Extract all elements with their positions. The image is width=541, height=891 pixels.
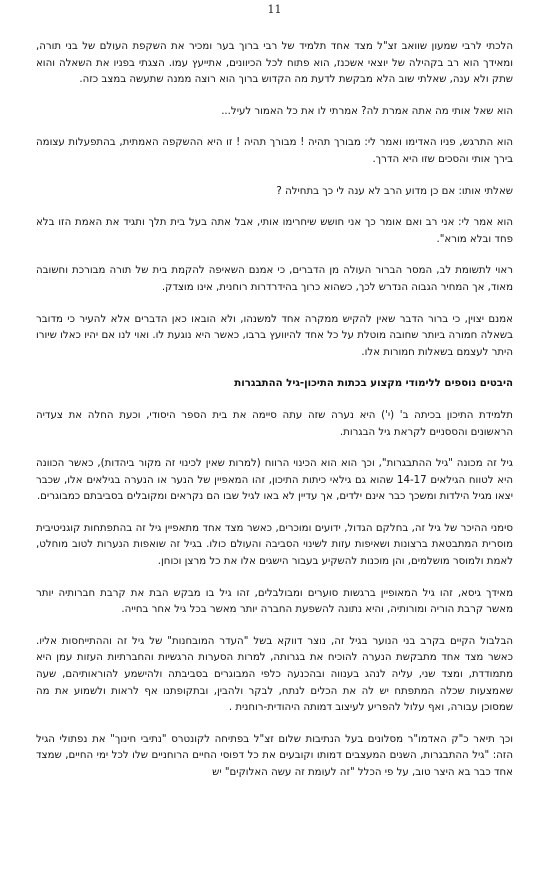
paragraph: הוא התרגש, פניו האדימו ואמר לי: מבורך תהיה ! מבורך תהיה ! זו היא ההשקפה האמתית, בהתפעלות עצומה בירך אותי והסכים שזו היא הדרך.: [36, 137, 513, 165]
paragraph: מאידך גיסא, זהו גיל המאופיין ברגשות סוערים ומבולבלים, זהו גיל בו מבקש הבת את קרבת חברותיה יותר מאשר קרבת הוריה ומורותיה, והיא נתונה להשפעת החברה יותר מאשר בכל גיל אחר בחייה.: [36, 587, 513, 616]
paragraph: וכך תיאר כ"ק האדמו"ר מסלונים בעל הנתיבות שלום זצ"ל בפתיחה לקונטרס "נתיבי חינוך" את נפתולי הגיל הזה: "גיל ההתבגרות, השנים המעצבים דמותו וקובעים את כל דפוסי החיים הרוחניים שלו לכל ימי החיים, שמצד אחד כבר בא היצר טוב, על פי הכלל "זה לעומת זה עשה האלוקים" יש: [36, 733, 513, 778]
paragraph: תלמידת התיכון בכיתה ב' (י') היא נערה שזה עתה סיימה את בית הספר היסודי, וכעת החלה את צעדיה הראשונים והססניים לקראת גיל הבגרות.: [36, 409, 513, 438]
document-page: [36, 0, 513, 891]
section-heading: היבטים נוספים ללימודי מקצוע בכתות התיכון-גיל ההתבגרות: [234, 378, 513, 390]
paragraph: גיל זה מכונה "גיל ההתבגרות", וכך הוא הוא הכינוי הרווח (למרות שאין לכינוי זה מקור ביהדות), כאשר הכוונה היא לטווח הגילאים 14-17 שהוא גם גילאי כיתות התיכון, זהו המאפיין של הנער או הנערה בגילאים אלו, שכבר יצאו מגיל הילדות ומשכך כבר אינם ילדים, אך עדיין לא באו לגיל שבו הם נקראים ומקובלים בסביבתם כמבוגרים.: [36, 458, 514, 503]
paragraph: ראוי לתשומת לב, המסר הברור העולה מן הדברים, כי אמנם השאיפה להקמת בית של תורה מבורכת וחשובה מאוד, אך המחיר הגבוה הנדרש לכך, כשהוא כרוך בהידרדרות רוחנית, אינו מוצדק.: [36, 265, 513, 293]
paragraph: הלכתי לרבי שמעון שוואב זצ"ל מצד אחד תלמיד של רבי ברוך בער ומכיר את השקפת העולם של בני תורה, ומאידך הוא רב בקהילה של יוצאי אשכנז, הוא פתוח לכל הכיוונים, אתייעץ עמו. הצגתי בפניו את השאלה והוא שתק ולא ענה, שאלתי שוב הלא מבקשת לדעת מה הקדוש ברוך הוא רוצה ממנה שתעשה במצב כזה.: [36, 41, 513, 86]
page-number: 11: [267, 3, 282, 16]
paragraph: סימני ההיכר של גיל זה, בחלקם הגדול, ידועים ומוכרים, כאשר מצד אחד מתאפיין גיל זה בהתפתחות קוגניטיבית מוסרית המתבטאת ברצונות ושאיפות עזות לשינוי הסביבה והעולם כולו. בגיל זה שואפות הנערות לטוב מוחלט, לאמת ולמוסר מושלמים, והן מוכנות להשקיע בעבור הישגים אלו את כל מרצן וכוחן.: [36, 522, 513, 568]
paragraph: שאלתי אותו: אם כן מדוע הרב לא ענה לי כך בתחילה ?: [276, 185, 513, 197]
paragraph: הבלבול הקיים בקרב בני הנוער בגיל זה, נוצר דווקא בשל "העדר המובחנות" של גיל זה וההתייחסות אליו. כאשר מצד אחד מתבקשת הנערה להוכיח את בגרותה, למרות הסערות הרגשיות והחברתיות העזות עמן היא מתמודדת, ומצד שני, עליה לנהג בענווה ובהכנעה כלפי המבוגרים בסביבתה ולהישמע להוראותיהם, שעה שאמצעות שכלה המתפתח יש לה את הכלים לנתח, לבקר ולהבין, ובתקופתנו אף לראות ולשמוע את מה שמסוכן עבורה, ואף עלול להפריע לעיצוב דמותה היהודית-רוחנית .: [36, 635, 513, 714]
body-text: [36, 39, 513, 797]
paragraph: הוא אמר לי: אני רב ואם אומר כך אני חושש שיחרימו אותי, אבל אתה בעל בית תלך ותגיד את האמת הזו בלא פחד ובלא מורא".: [36, 217, 513, 245]
paragraph: הוא שאל אותי מה אתה אמרת לה? אמרתי לו את כל האמור לעיל...: [221, 105, 513, 117]
paragraph: אמנם יצוין, כי ברור הדבר שאין להקיש ממקרה אחד למשנהו, ולא הובאו כאן הדברים אלא להעיר כי מדובר בשאלה חמורה ביותר שחובה מוטלת על כל אחד להיוועץ ברבו, כאשר היא נוגעת לו. ואוי לנו אם יהיו כאלו שיורו היתר לעצמם בשאלות חמורות אלו.: [36, 313, 513, 358]
